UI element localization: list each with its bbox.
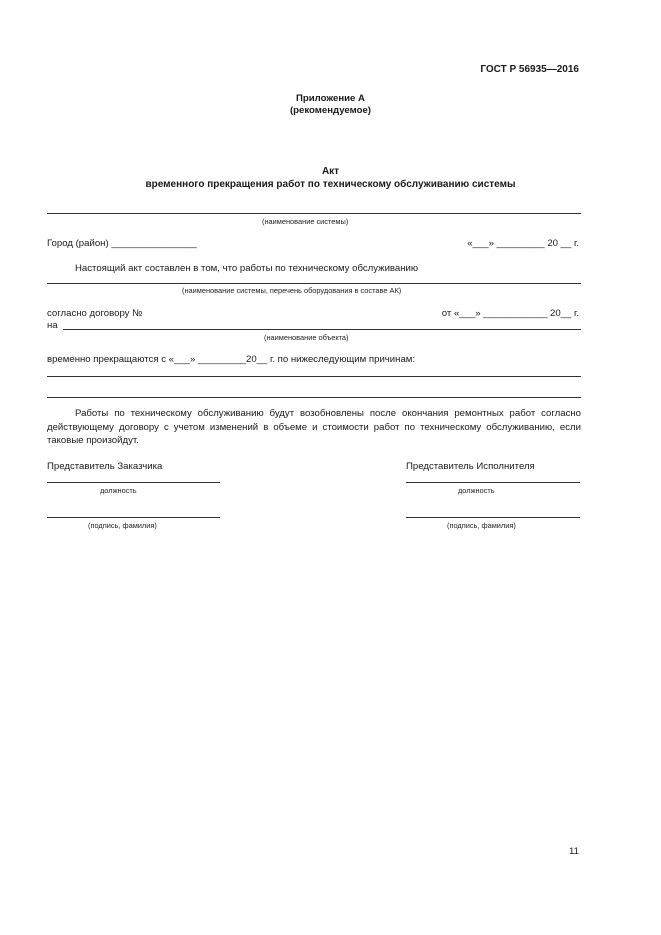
contractor-representative-label: Представитель Исполнителя: [406, 461, 535, 472]
object-name-caption: (наименование объекта): [264, 333, 349, 342]
act-title: Акт: [321, 166, 340, 177]
system-name-line[interactable]: [47, 213, 581, 214]
object-name-line[interactable]: [63, 329, 581, 330]
reason-line-1[interactable]: [47, 376, 581, 377]
city-field[interactable]: Город (район) ________________: [47, 238, 197, 249]
resume-paragraph: Работы по техническому обслуживанию будут возобновлены после окончания ремонтных работ согласно действующему договору с учетом изменений в объеме и стоимости работ по техническому обслуживанию, если таковые произойдут.: [47, 408, 581, 446]
act-subtitle: временного прекращения работ по техническому обслуживанию системы: [145, 179, 516, 190]
customer-representative-label: Представитель Заказчика: [47, 461, 163, 472]
intro-text: Настоящий акт составлен в том, что работы по техническому обслуживанию: [75, 263, 419, 274]
contract-date-field[interactable]: от «___» ____________ 20__ г.: [441, 308, 579, 319]
system-name-caption: (наименование системы): [262, 217, 349, 226]
system-equipment-caption: (наименование системы, перечень оборудования в составе АК): [182, 286, 402, 295]
system-equipment-line[interactable]: [47, 283, 581, 284]
reason-line-2[interactable]: [47, 397, 581, 398]
contract-label: согласно договору №: [47, 308, 143, 319]
page-number: 11: [569, 846, 579, 857]
appendix-subtitle: (рекомендуемое): [289, 105, 371, 116]
contractor-signature-line[interactable]: [406, 517, 580, 518]
customer-signature-line[interactable]: [47, 517, 220, 518]
contractor-position-caption: должность: [458, 486, 495, 495]
on-label: на: [47, 320, 58, 331]
contractor-position-line[interactable]: [406, 482, 580, 483]
customer-signature-caption: (подпись, фамилия): [88, 521, 157, 530]
customer-position-line[interactable]: [47, 482, 220, 483]
customer-position-caption: должность: [100, 486, 137, 495]
date-field-1[interactable]: «___» _________ 20 __ г.: [467, 238, 579, 249]
standard-number: ГОСТ Р 56935—2016: [480, 64, 579, 75]
stopped-text: временно прекращаются с «___» _________20__ г. по нижеследующим причинам:: [47, 354, 416, 365]
contractor-signature-caption: (подпись, фамилия): [447, 521, 516, 530]
appendix-title: Приложение А: [296, 93, 365, 104]
